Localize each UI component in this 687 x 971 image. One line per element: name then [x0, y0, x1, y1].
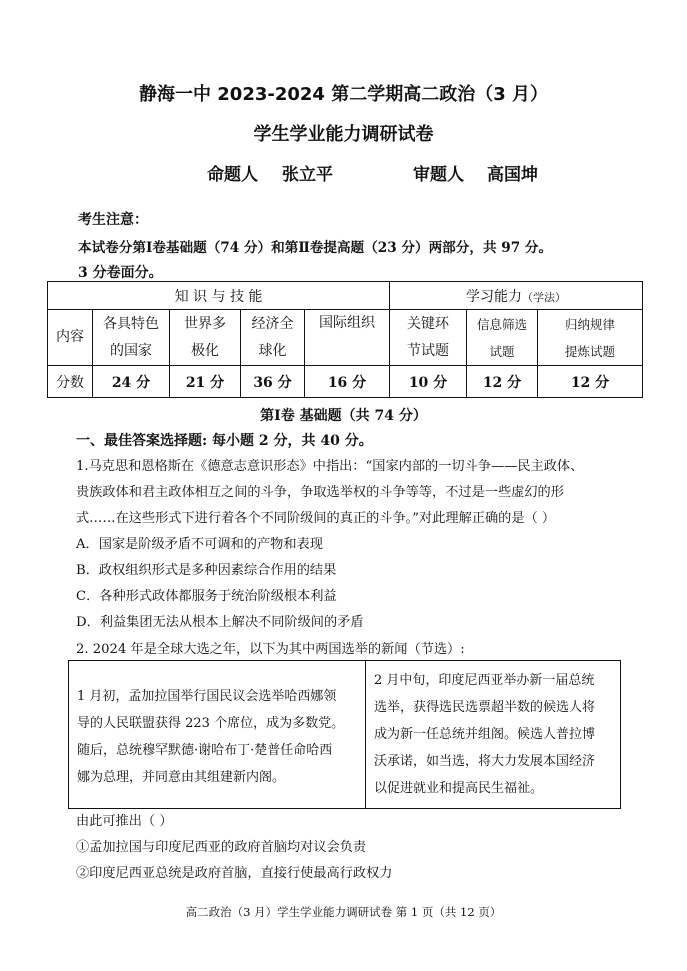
- q1-line3: 式……在这些形式下进行着各个不同阶级间的真正的斗争。”对此理解正确的是（ ）: [76, 511, 556, 526]
- section1-heading: 一、最佳答案选择题: 每小题 2 分，共 40 分。: [76, 433, 373, 449]
- q1-line2: 贵族政体和君主政体相互之间的斗争，争取选举权的斗争等等，不过是一些虚幻的形: [76, 485, 564, 500]
- notice-line1: 本试卷分第Ⅰ卷基础题（74 分）和第Ⅱ卷提高题（23 分）两部分，共 97 分。: [78, 240, 553, 256]
- q1-option-c: C．各种形式政体都服务于统治阶级根本利益: [76, 589, 337, 604]
- notice-title: 考生注意：: [78, 212, 148, 228]
- content-cell: 关键环 节试题: [390, 310, 467, 366]
- q2-prompt: 由此可推出（ ）: [76, 814, 173, 829]
- score-cell: 12 分: [538, 366, 643, 398]
- q1-line1: 1.马克思和恩格斯在《德意志意识形态》中指出：“国家内部的一切斗争——民主政体、: [76, 459, 584, 474]
- score-cell: 24 分: [93, 366, 170, 398]
- news-indonesia: 2 月中旬，印度尼西亚举办新一届总统 选举，获得选民选票超半数的候选人将 成为新一任总统并组阁。候选人普拉博 沃承诺，如当选，将大力发展本国经济 以促进就业和提高民生福祉。: [366, 661, 621, 809]
- author-label: 命题人: [207, 165, 258, 185]
- reviewer-label: 审题人: [413, 165, 464, 185]
- group-ability: 学习能力（学法）: [390, 282, 643, 310]
- score-cell: 21 分: [170, 366, 241, 398]
- score-cell: 10 分: [390, 366, 467, 398]
- content-cell: 经济全 球化: [241, 310, 305, 366]
- row-content-label: 内容: [48, 310, 93, 366]
- news-box: [68, 660, 621, 809]
- score-cell: 16 分: [305, 366, 390, 398]
- page-footer: 高二政治（3 月）学生学业能力调研试卷 第 1 页（共 12 页）: [185, 905, 502, 919]
- author-name: 张立平: [282, 165, 333, 185]
- content-cell: 国际组织: [305, 310, 390, 366]
- content-cell: 归纳规律 提炼试题: [538, 310, 643, 366]
- group-knowledge: 知 识 与 技 能: [48, 282, 390, 310]
- content-cell: 各具特色 的国家: [93, 310, 170, 366]
- news-bangladesh: 1 月初，孟加拉国举行国民议会选举哈西娜领 导的人民联盟获得 223 个席位，成为多数党。 随后，总统穆罕默德·谢哈布丁·楚普任命哈西 娜为总理，并同意由其组建新内阁。: [69, 661, 366, 809]
- score-cell: 12 分: [467, 366, 538, 398]
- score-table: [47, 281, 643, 398]
- row-score-label: 分数: [48, 366, 93, 398]
- q2-option-1: ①孟加拉国与印度尼西亚的政府首脑均对议会负责: [76, 840, 367, 855]
- content-cell: 信息筛选 试题: [467, 310, 538, 366]
- exam-subtitle: 学生学业能力调研试卷: [253, 124, 434, 145]
- exam-title: 静海一中 2023-2024 第二学期高二政治（3 月）: [139, 84, 548, 105]
- score-cell: 36 分: [241, 366, 305, 398]
- q2-stem: 2. 2024 年是全球大选之年，以下为其中两国选举的新闻（节选）:: [76, 642, 465, 657]
- part1-heading: 第Ⅰ卷 基础题（共 74 分）: [260, 408, 427, 424]
- q2-option-2: ②印度尼西亚总统是政府首脑，直接行使最高行政权力: [76, 866, 393, 881]
- notice-line2: 3 分卷面分。: [78, 265, 163, 281]
- q1-option-d: D．利益集团无法从根本上解决不同阶级间的矛盾: [76, 615, 364, 630]
- q1-option-a: A．国家是阶级矛盾不可调和的产物和表现: [76, 537, 323, 552]
- reviewer-name: 高国坤: [487, 165, 538, 185]
- content-cell: 世界多 极化: [170, 310, 241, 366]
- q1-option-b: B．政权组织形式是多种因素综合作用的结果: [76, 563, 337, 578]
